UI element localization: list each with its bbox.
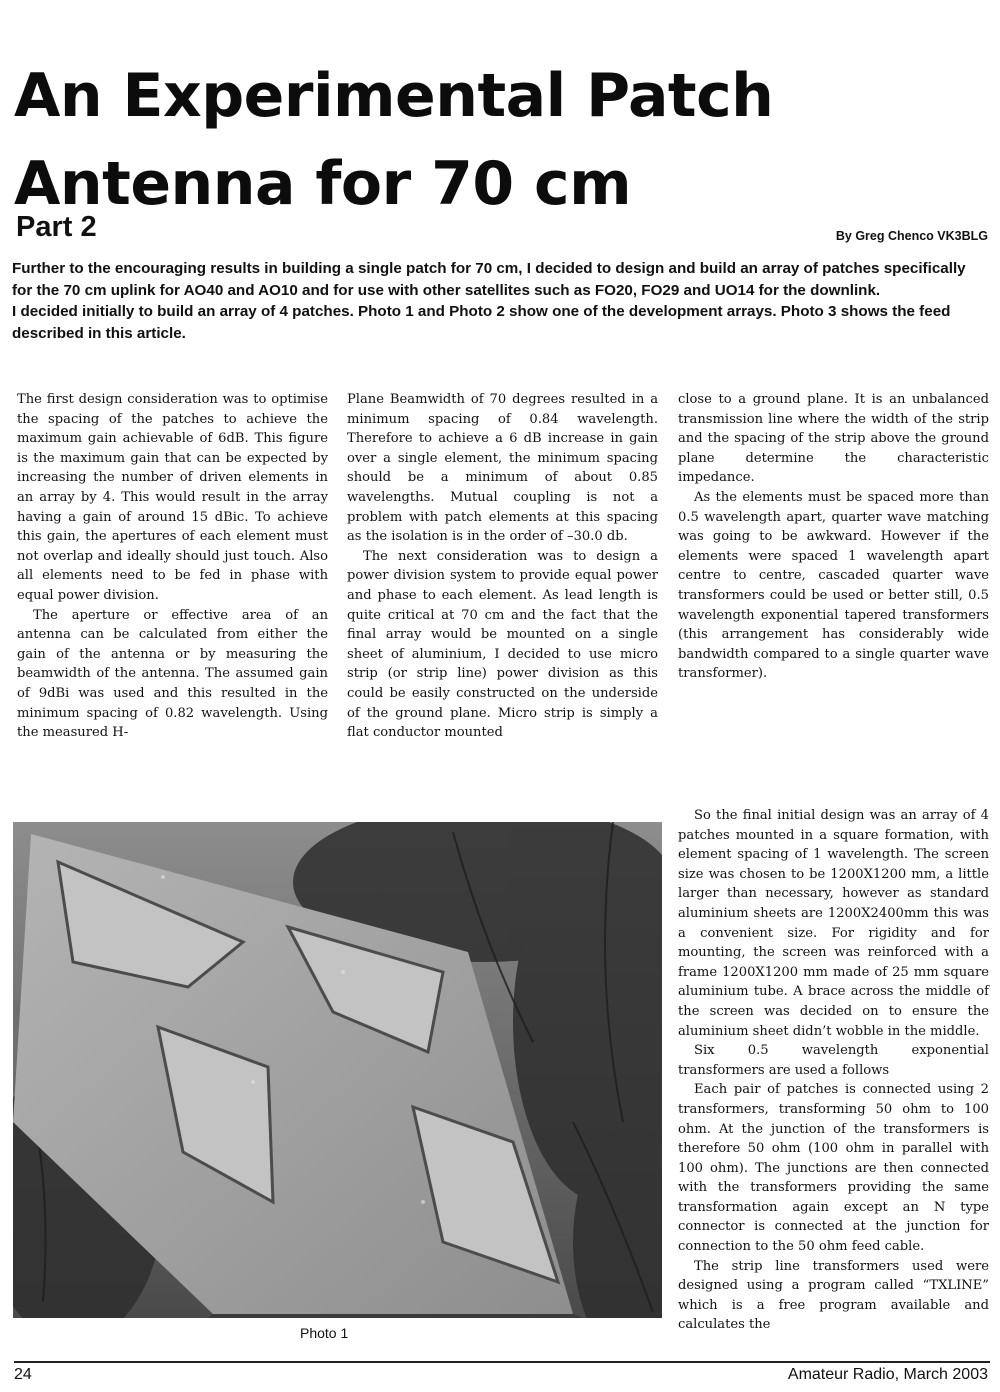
footer-rule (14, 1361, 990, 1363)
body-paragraph: The strip line transformers used were designed using a program called “TXLINE” which is a free program available and calculates the (678, 1258, 989, 1333)
body-paragraph: Each pair of patches is connected using 2 transformers, transforming 50 ohm to 100 ohm. At the junction of the transformers is therefore 50 ohm (100 ohm in parallel with 100 ohm). The junctions are then connected with the transformers providing the same transformation again except an N type connector is connected at the junction for connection to the 50 ohm feed cable. (678, 1082, 989, 1255)
body-paragraph: The aperture or effective area of an antenna can be calculated from either the gain of the antenna or by measuring the beamwidth of the antenna. The assumed gain of 9dBi was used and this resulted in the minimum spacing of 0.82 wavelength. Using the measured H- (17, 607, 328, 741)
body-column-3-top (678, 390, 989, 684)
intro-paragraph: I decided initially to build an array of 4 patches. Photo 1 and Photo 2 show one of the development arrays. Photo 3 shows the feed described in this article. (12, 303, 951, 342)
body-paragraph: Plane Beamwidth of 70 degrees resulted in a minimum spacing of 0.84 wavelength. Therefore to achieve a 6 dB increase in gain over a single element, the minimum spacing should be a minimum of about 0.85 wavelengths. Mutual coupling is not a problem with patch elements at this spacing as the isolation is in the order of –30.0 db. (347, 392, 658, 545)
magazine-issue: Amateur Radio, March 2003 (787, 1366, 988, 1383)
article-title: An Experimental Patch Antenna for 70 cm (14, 61, 774, 219)
intro-paragraph: Further to the encouraging results in building a single patch for 70 cm, I decided to design and build an array of patches specifically for the 70 cm uplink for AO40 and AO10 and for use with other satellites such as FO20, FO29 and UO14 for the downlink. (12, 260, 966, 299)
author-byline: By Greg Chenco VK3BLG (835, 229, 988, 243)
antenna-photo-illustration (13, 822, 662, 1318)
page-number: 24 (14, 1366, 32, 1383)
antenna-photo (13, 822, 662, 1318)
intro-paragraphs (12, 258, 988, 344)
body-paragraph: Six 0.5 wavelength exponential transformers are used a follows (678, 1043, 989, 1078)
photo-caption: Photo 1 (300, 1325, 349, 1341)
body-paragraph: The first design consideration was to optimise the spacing of the patches to achieve the maximum gain achievable of 6dB. This figure is the maximum gain that can be expected by increasing the number of driven elements in an array by 4. This would result in the array having a gain of around 15 dBic. To achieve this gain, the apertures of each element must not overlap and ideally should just touch. Also all elements need to be fed in phase with equal power division. (17, 392, 328, 603)
body-paragraph: close to a ground plane. It is an unbalanced transmission line where the width of the strip and the spacing of the strip above the ground plane determine the characteristic impedance. (678, 392, 989, 486)
body-paragraph: As the elements must be spaced more than 0.5 wavelength apart, quarter wave matching was going to be awkward. However if the elements were spaced 1 wavelength apart centre to centre, cascaded quarter wave transformers could be used or better still, 0.5 wavelength exponential tapered transformers (this arrangement has considerably wide bandwidth compared to a single quarter wave transformer). (678, 489, 989, 682)
body-column-2 (347, 390, 658, 743)
body-column-3-bottom (678, 806, 989, 1335)
body-paragraph: So the final initial design was an array of 4 patches mounted in a square formation, with element spacing of 1 wavelength. The screen size was chosen to be 1200X1200 mm, a little larger than necessary, however as standard aluminium sheets are 1200X2400mm this was a convenient size. For rigidity and for mounting, the screen was reinforced with a frame 1200X1200 mm made of 25 mm square aluminium tube. A brace across the middle of the screen was decided on to ensure the aluminium sheet didn’t wobble in the middle. (678, 808, 989, 1039)
article-subtitle: Part 2 (16, 211, 97, 243)
body-paragraph: The next consideration was to design a power division system to provide equal power and phase to each element. As lead length is quite critical at 70 cm and the fact that the final array would be mounted on a single sheet of aluminium, I decided to use micro strip (or strip line) power division as this could be easily constructed on the underside of the ground plane. Micro strip is simply a flat conductor mounted (347, 548, 658, 741)
body-column-1 (17, 390, 328, 743)
